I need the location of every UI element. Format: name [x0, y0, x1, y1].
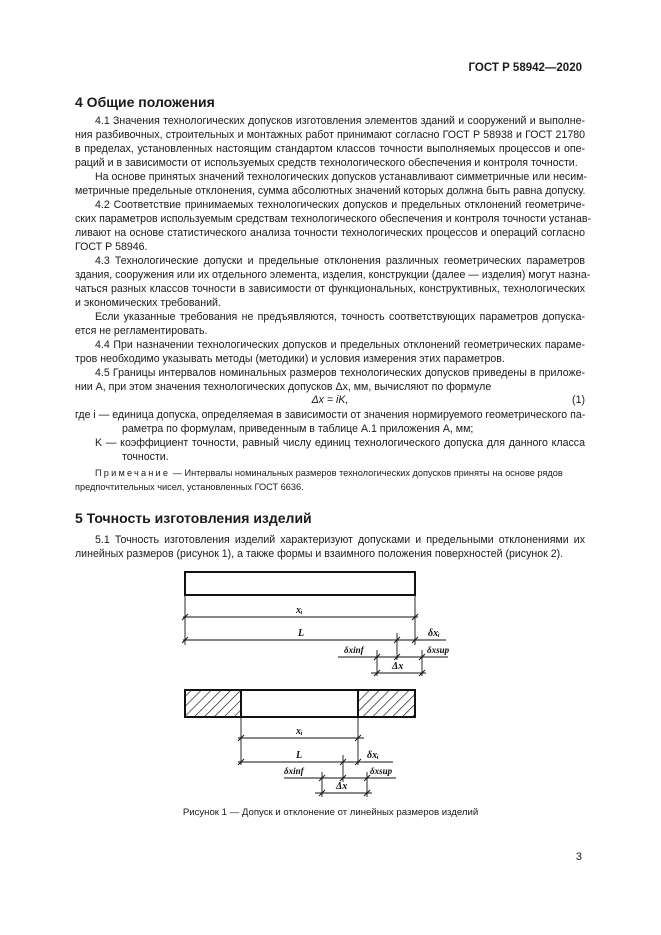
paragraph-line: Если указанные требования не предъявляются, точность соответствующих параметров допуска- — [95, 311, 585, 323]
hatched-section-left — [185, 690, 241, 717]
paragraph-line: На основе принятых значений технологических допусков устанавливают симметричные или несим- — [95, 171, 587, 183]
label-dxsup-bottom: δxsup — [370, 766, 393, 776]
paragraph-line: здания, сооружения или их отдельного элемента, изделия, конструкции (далее — изделия) могут назна- — [75, 269, 591, 281]
paragraph-line: 5.1 Точность изготовления изделий характеризуют допусками и предельными отклонениями их — [95, 534, 585, 546]
paragraph-line: линейных размеров (рисунок 1), а также формы и взаимного положения поверхностей (рисунок 2). — [75, 548, 564, 560]
page-number: 3 — [575, 851, 582, 863]
paragraph-line: тров необходимо указывать методы (методики) и условия измерения этих параметров. — [75, 353, 505, 365]
paragraph-line: раций и в зависимости от используемых средств технологического обеспечения и контроля точности. — [75, 157, 578, 169]
label-Dx-top: Δx — [392, 661, 404, 672]
paragraph-line: 4.2 Соответствие принимаемых технологических допусков и предельных отклонений геометриче- — [95, 199, 585, 211]
section-5-heading: 5 Точность изготовления изделий — [75, 510, 312, 526]
label-xi-top: xᵢ — [296, 605, 303, 616]
label-dxinf-top: δxinf — [344, 645, 364, 655]
legend-k-cont: точности. — [122, 451, 169, 463]
paragraph-line: 4.3 Технологические допуски и предельные отклонения различных геометрических параметров — [95, 255, 585, 267]
paragraph-line: ГОСТ Р 58946. — [75, 241, 148, 253]
paragraph-line: в пределах, установленных настоящим стандартом классов точности выполняемых процессов и опе- — [75, 143, 585, 155]
formula-text: Δx = iK, — [311, 394, 349, 406]
label-xi-bottom: xᵢ — [296, 726, 303, 737]
paragraph-line: метричные предельные отклонения, сумма абсолютных значений которых должна быть равна допуску. — [75, 185, 586, 197]
label-dxi-top: δxᵢ — [428, 628, 440, 639]
legend-k: K — коэффициент точности, равный числу единиц технологического допуска для данного класса — [95, 437, 585, 449]
label-L-top: L — [298, 628, 305, 639]
document-id-header: ГОСТ Р 58942—2020 — [468, 62, 582, 74]
paragraph-line: ется не регламентировать. — [75, 325, 208, 337]
paragraph-line: 4.4 При назначении технологических допусков и предельных отклонений геометрических параме- — [95, 339, 585, 351]
note-line1: — Интервалы номинальных размеров технологических допусков приняты на основе рядов — [170, 468, 563, 478]
paragraph-line: ских параметров используемым средствам технологического обеспечения и контроля точности устанав- — [75, 213, 592, 225]
hatched-section-right — [358, 690, 415, 717]
legend-i-cont: раметра по формулам, приведенным в таблице А.1 приложения А, мм; — [122, 423, 474, 435]
legend-i: где i — единица допуска, определяемая в зависимости от значения нормируемого геометрического па- — [75, 409, 586, 421]
note-label: Примечание — [95, 468, 171, 478]
dimensions-top — [182, 595, 448, 676]
paragraph-line: ливают на основе статистического анализа точности технологических процессов и операций согласно — [75, 227, 585, 239]
paragraph-line: и экономических требований. — [75, 297, 221, 309]
label-L-bottom: L — [296, 750, 303, 761]
label-dxsup-top: δxsup — [427, 645, 450, 655]
paragraph-line: ния разбивочных, строительных и монтажных работ принимают согласно ГОСТ Р 58938 и ГОСТ 21780 — [75, 129, 585, 141]
section-4-heading: 4 Общие положения — [75, 94, 215, 110]
paragraph-line: нии А, при этом значения технологических допусков Δx, мм, вычисляют по формуле — [75, 381, 492, 393]
label-dxi-bottom: δxᵢ — [367, 750, 379, 761]
formula-number: (1) — [572, 394, 585, 406]
paragraph-line: чаться разных классов точности в зависимости от функциональных, конструктивных, технологических — [75, 283, 585, 295]
part-outline-top — [185, 572, 415, 595]
label-Dx-bottom: Δx — [336, 781, 348, 792]
label-dxinf-bottom: δxinf — [284, 766, 304, 776]
figure-caption: Рисунок 1 — Допуск и отклонение от линейных размеров изделий — [182, 807, 479, 818]
note-line2: предпочтительных чисел, установленных ГОСТ 6636. — [75, 482, 304, 492]
paragraph-line: 4.1 Значения технологических допусков изготовления элементов зданий и сооружений и выполне- — [95, 115, 585, 127]
paragraph-line: 4.5 Границы интервалов номинальных размеров технологических допусков приведены в приложе- — [95, 367, 585, 379]
